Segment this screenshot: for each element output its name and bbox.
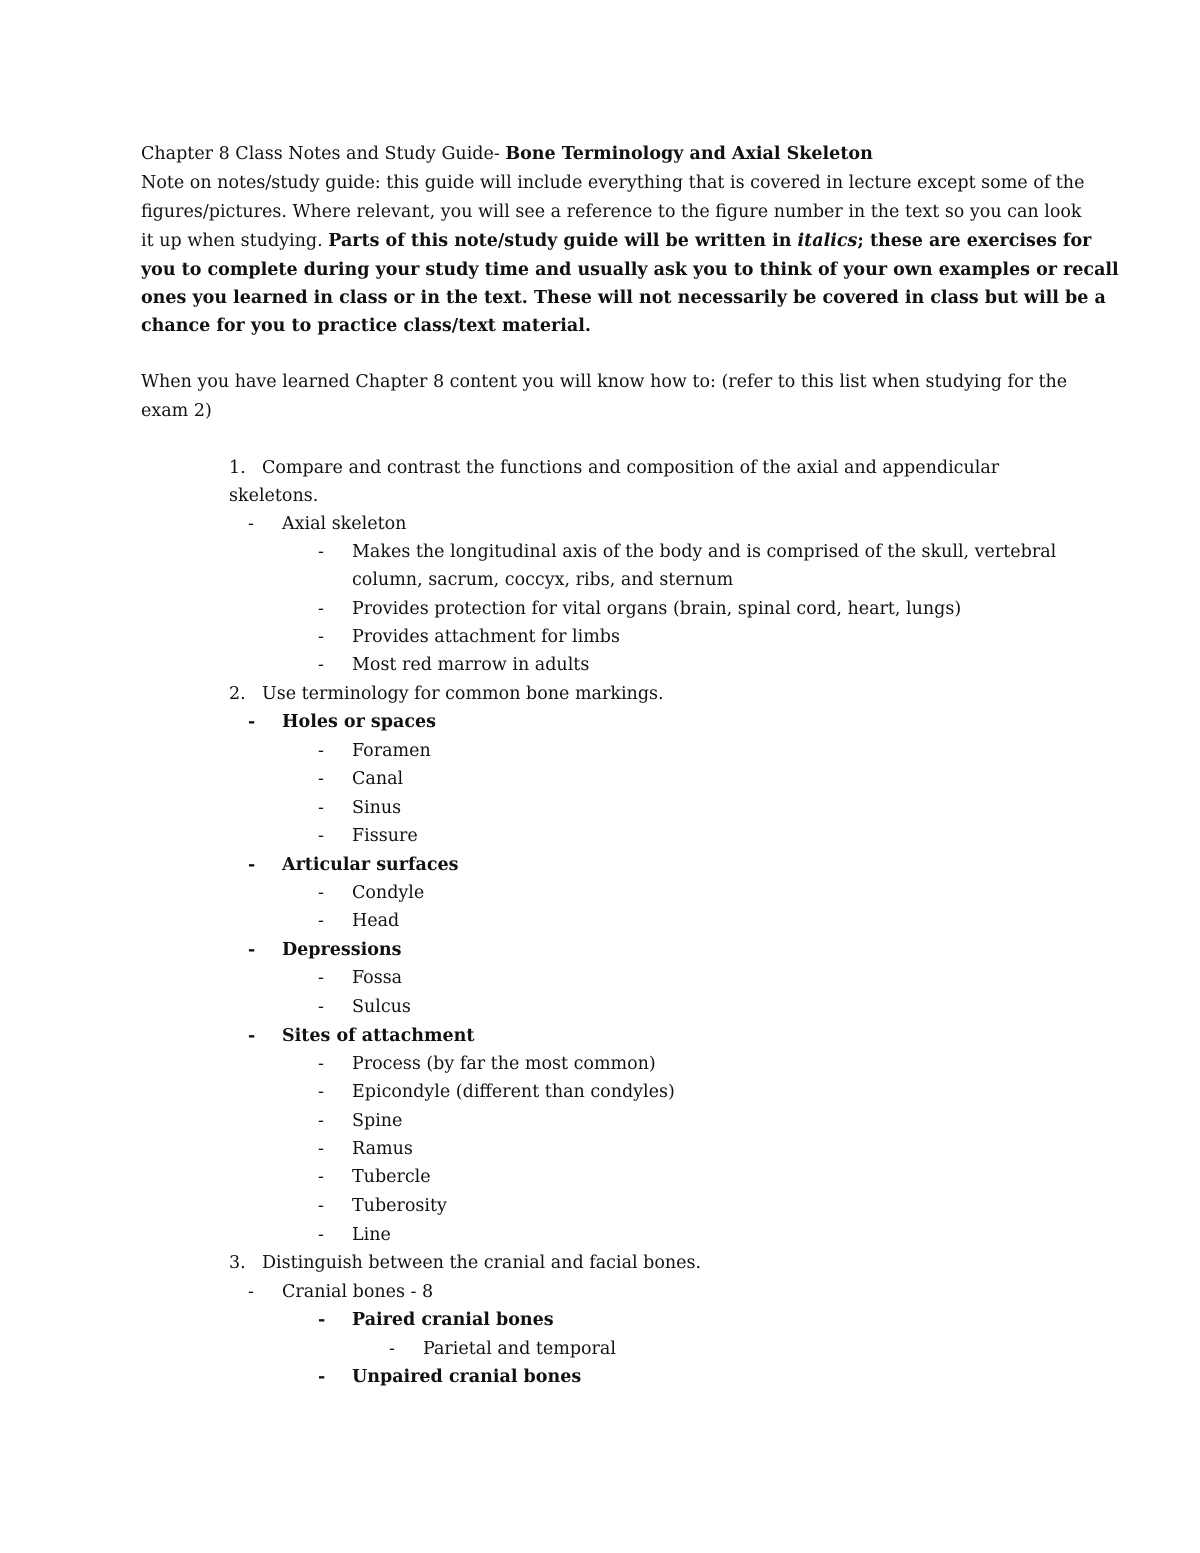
- bullet-dash: -: [318, 1139, 324, 1159]
- objectives-intro-line: When you have learned Chapter 8 content you will know how to: (refer to this list when studying for the: [141, 372, 1068, 392]
- group-heading: Articular surfaces: [282, 855, 459, 875]
- bullet-dash: -: [389, 1339, 395, 1359]
- bullet-dash: -: [318, 1225, 324, 1245]
- intro-line: [141, 227, 1091, 255]
- bullet-dash: -: [318, 883, 324, 903]
- objective-text: Compare and contrast the functions and composition of the axial and appendicular: [262, 458, 1000, 478]
- bullet-dash: -: [248, 514, 254, 534]
- bullet-dash: -: [318, 1082, 324, 1102]
- objectives-intro-line: exam 2): [141, 401, 212, 421]
- list-number: 3.: [229, 1253, 246, 1273]
- bullet-dash: -: [248, 940, 256, 960]
- bullet-dash: -: [318, 911, 324, 931]
- list-item: Spine: [352, 1111, 403, 1131]
- list-item: Epicondyle (different than condyles): [352, 1082, 675, 1102]
- bullet-dash: -: [318, 826, 324, 846]
- bullet-dash: -: [318, 1310, 326, 1330]
- bullet-dash: -: [318, 1167, 324, 1187]
- intro-line: ones you learned in class or in the text. These will not necessarily be covered in class but will be a: [141, 288, 1106, 308]
- intro-italic: italics: [797, 231, 858, 251]
- bullet-dash: -: [248, 712, 256, 732]
- list-item: Axial skeleton: [282, 514, 407, 534]
- intro-line: you to complete during your study time and usually ask you to think of your own examples or recall: [141, 260, 1119, 280]
- list-item: Provides protection for vital organs (brain, spinal cord, heart, lungs): [352, 599, 962, 619]
- bullet-dash: -: [318, 1054, 324, 1074]
- list-item: Line: [352, 1225, 391, 1245]
- list-item: Tuberosity: [352, 1196, 447, 1216]
- bullet-dash: -: [318, 769, 324, 789]
- bullet-dash: -: [318, 798, 324, 818]
- bullet-dash: -: [318, 968, 324, 988]
- list-item: Foramen: [352, 741, 431, 761]
- document-title: [141, 140, 873, 168]
- list-item: Head: [352, 911, 400, 931]
- objective-text: skeletons.: [229, 486, 319, 506]
- title-prefix: Chapter 8 Class Notes and Study Guide-: [141, 144, 506, 164]
- group-heading: Sites of attachment: [282, 1026, 475, 1046]
- list-item: column, sacrum, coccyx, ribs, and sternum: [352, 570, 734, 590]
- list-item: Canal: [352, 769, 404, 789]
- bullet-dash: -: [248, 1026, 256, 1046]
- list-item: Fissure: [352, 826, 418, 846]
- list-item: Process (by far the most common): [352, 1054, 656, 1074]
- group-heading: Paired cranial bones: [352, 1310, 554, 1330]
- bullet-dash: -: [248, 1282, 254, 1302]
- intro-bold: Parts of this note/study guide will be written in: [328, 231, 798, 251]
- list-number: 2.: [229, 684, 246, 704]
- group-heading: Depressions: [282, 940, 402, 960]
- title-bold: Bone Terminology and Axial Skeleton: [505, 144, 873, 164]
- intro-line: Note on notes/study guide: this guide will include everything that is covered in lecture except some of the: [141, 173, 1085, 193]
- bullet-dash: -: [318, 1111, 324, 1131]
- list-item: Fossa: [352, 968, 403, 988]
- bullet-dash: -: [318, 542, 324, 562]
- bullet-dash: -: [318, 627, 324, 647]
- intro-bold: ; these are exercises for: [857, 231, 1092, 251]
- list-item: Most red marrow in adults: [352, 655, 590, 675]
- bullet-dash: -: [318, 1367, 326, 1387]
- list-item: Ramus: [352, 1139, 413, 1159]
- list-item: Parietal and temporal: [423, 1339, 616, 1359]
- bullet-dash: -: [248, 855, 256, 875]
- bullet-dash: -: [318, 741, 324, 761]
- intro-plain: it up when studying.: [141, 231, 329, 251]
- objective-text: Use terminology for common bone markings.: [262, 684, 664, 704]
- bullet-dash: -: [318, 655, 324, 675]
- intro-line: chance for you to practice class/text material.: [141, 316, 591, 336]
- intro-line: figures/pictures. Where relevant, you will see a reference to the figure number in the text so you can look: [141, 202, 1082, 222]
- list-item: Sulcus: [352, 997, 411, 1017]
- list-item: Provides attachment for limbs: [352, 627, 620, 647]
- bullet-dash: -: [318, 997, 324, 1017]
- list-item: Condyle: [352, 883, 425, 903]
- list-item: Sinus: [352, 798, 402, 818]
- objective-text: Distinguish between the cranial and facial bones.: [262, 1253, 702, 1273]
- bullet-dash: -: [318, 1196, 324, 1216]
- list-item: Tubercle: [352, 1167, 431, 1187]
- list-item: Makes the longitudinal axis of the body and is comprised of the skull, vertebral: [352, 542, 1057, 562]
- group-heading: Unpaired cranial bones: [352, 1367, 582, 1387]
- bullet-dash: -: [318, 599, 324, 619]
- list-item: Cranial bones - 8: [282, 1282, 434, 1302]
- group-heading: Holes or spaces: [282, 712, 436, 732]
- list-number: 1.: [229, 458, 246, 478]
